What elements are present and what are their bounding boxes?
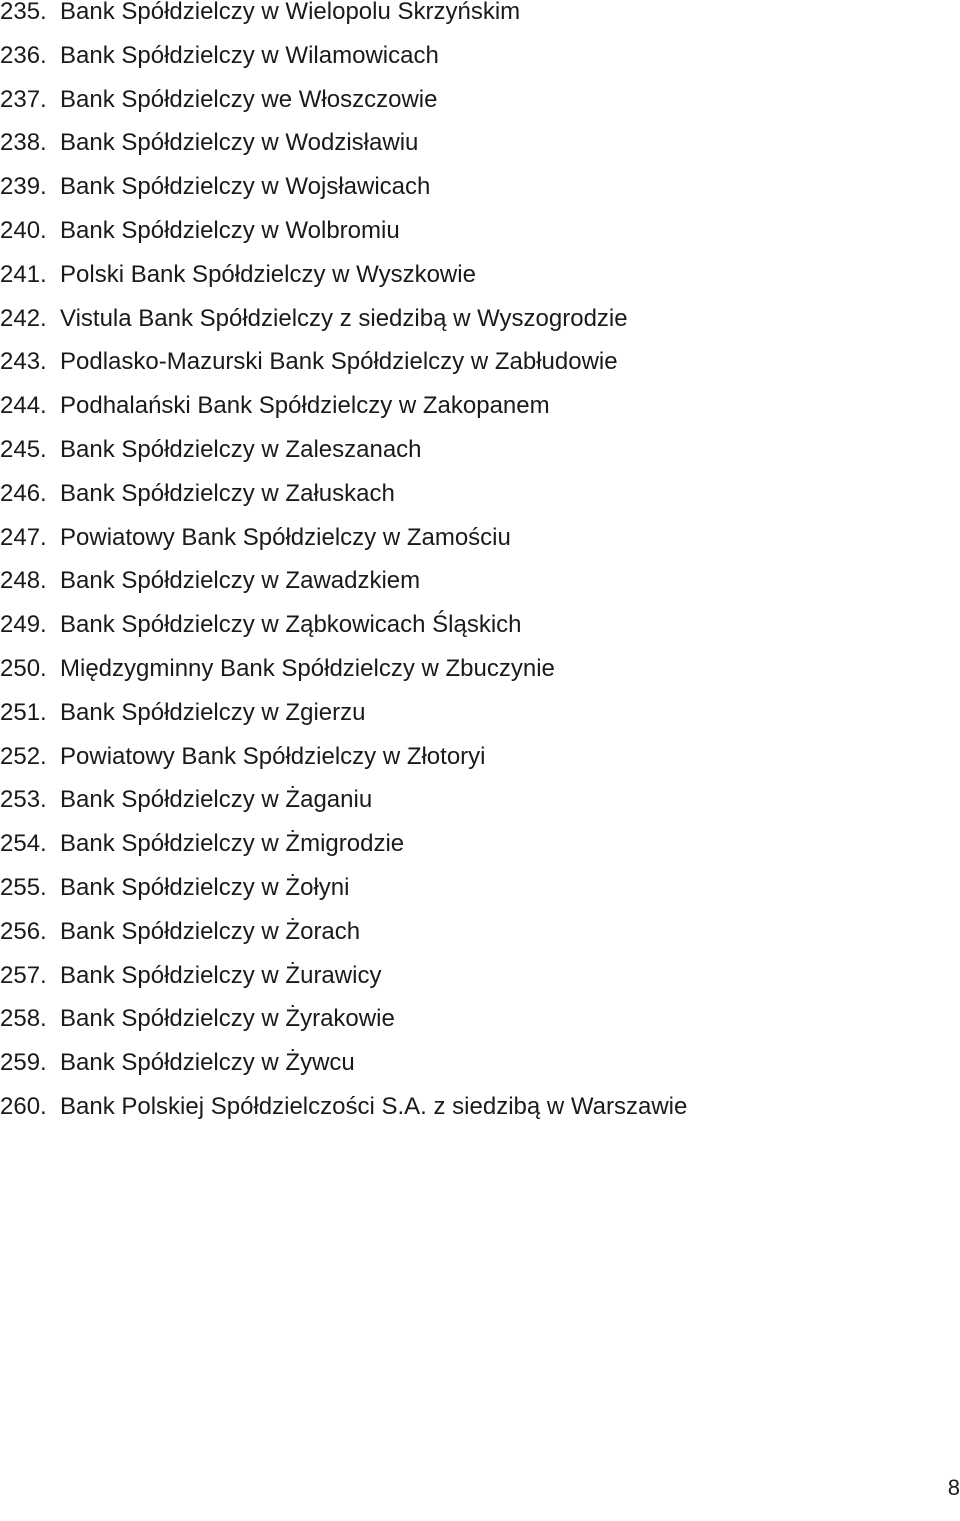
bank-name: Bank Spółdzielczy w Zgierzu xyxy=(60,698,366,726)
item-number: 238. xyxy=(0,129,47,157)
bank-name: Bank Spółdzielczy w Wilamowicach xyxy=(60,41,439,69)
list-item xyxy=(0,340,950,384)
bank-name: Podlasko-Mazurski Bank Spółdzielczy w Zabłudowie xyxy=(60,348,618,376)
bank-name: Bank Spółdzielczy w Żywcu xyxy=(60,1049,355,1077)
item-number: 260. xyxy=(0,1092,47,1120)
item-number: 251. xyxy=(0,698,47,726)
item-number: 243. xyxy=(0,348,47,376)
list-item xyxy=(0,0,950,34)
list-item xyxy=(0,910,950,954)
list-item xyxy=(0,472,950,516)
item-number: 240. xyxy=(0,216,47,244)
list-item xyxy=(0,253,950,297)
item-number: 257. xyxy=(0,961,47,989)
list-item xyxy=(0,822,950,866)
bank-name: Bank Spółdzielczy w Żołyni xyxy=(60,873,350,901)
bank-name: Podhalański Bank Spółdzielczy w Zakopanem xyxy=(60,392,550,420)
bank-name: Powiatowy Bank Spółdzielczy w Zamościu xyxy=(60,523,511,551)
bank-name: Bank Spółdzielczy w Żaganiu xyxy=(60,786,373,814)
item-number: 244. xyxy=(0,392,47,420)
bank-name: Bank Spółdzielczy w Zawadzkiem xyxy=(60,567,421,595)
item-number: 258. xyxy=(0,1005,47,1033)
list-item xyxy=(0,735,950,779)
item-number: 250. xyxy=(0,654,47,682)
list-item xyxy=(0,121,950,165)
item-number: 259. xyxy=(0,1049,47,1077)
list-item xyxy=(0,516,950,560)
list-item xyxy=(0,647,950,691)
list-item xyxy=(0,78,950,122)
bank-name: Bank Spółdzielczy w Wojsławicach xyxy=(60,173,431,201)
bank-name: Bank Spółdzielczy w Ząbkowicach Śląskich xyxy=(60,611,522,639)
list-item xyxy=(0,691,950,735)
bank-name: Międzygminny Bank Spółdzielczy w Zbuczynie xyxy=(60,654,555,682)
item-number: 239. xyxy=(0,173,47,201)
item-number: 249. xyxy=(0,611,47,639)
bank-name: Bank Spółdzielczy w Żorach xyxy=(60,917,361,945)
bank-name: Bank Spółdzielczy w Żmigrodzie xyxy=(60,830,405,858)
list-item xyxy=(0,165,950,209)
item-number: 242. xyxy=(0,304,47,332)
bank-name: Bank Spółdzielczy w Wodzisławiu xyxy=(60,129,419,157)
list-item xyxy=(0,603,950,647)
item-number: 241. xyxy=(0,260,47,288)
bank-name: Bank Spółdzielczy w Zaleszanach xyxy=(60,435,422,463)
bank-name: Bank Spółdzielczy we Włoszczowie xyxy=(60,85,438,113)
list-item xyxy=(0,428,950,472)
list-item xyxy=(0,1041,950,1085)
bank-name: Bank Spółdzielczy w Wielopolu Skrzyńskim xyxy=(60,0,521,25)
item-number: 236. xyxy=(0,41,47,69)
list-item xyxy=(0,954,950,998)
bank-name: Bank Polskiej Spółdzielczości S.A. z siedzibą w Warszawie xyxy=(60,1092,688,1120)
item-number: 255. xyxy=(0,873,47,901)
list-item xyxy=(0,997,950,1041)
item-number: 247. xyxy=(0,523,47,551)
list-item xyxy=(0,778,950,822)
item-number: 246. xyxy=(0,479,47,507)
page-number: 8 xyxy=(947,1475,960,1500)
bank-name: Bank Spółdzielczy w Załuskach xyxy=(60,479,395,507)
item-number: 237. xyxy=(0,85,47,113)
list-item xyxy=(0,559,950,603)
bank-name: Powiatowy Bank Spółdzielczy w Złotoryi xyxy=(60,742,486,770)
item-number: 245. xyxy=(0,435,47,463)
list-item xyxy=(0,34,950,78)
bank-name: Vistula Bank Spółdzielczy z siedzibą w Wyszogrodzie xyxy=(60,304,628,332)
item-number: 253. xyxy=(0,786,47,814)
item-number: 256. xyxy=(0,917,47,945)
item-number: 248. xyxy=(0,567,47,595)
bank-name: Polski Bank Spółdzielczy w Wyszkowie xyxy=(60,260,476,288)
bank-name: Bank Spółdzielczy w Żurawicy xyxy=(60,961,382,989)
list-item xyxy=(0,209,950,253)
list-item xyxy=(0,384,950,428)
item-number: 252. xyxy=(0,742,47,770)
bank-name: Bank Spółdzielczy w Żyrakowie xyxy=(60,1005,395,1033)
item-number: 254. xyxy=(0,830,47,858)
list-item xyxy=(0,297,950,341)
list-item xyxy=(0,1085,950,1129)
item-number: 235. xyxy=(0,0,47,25)
bank-name: Bank Spółdzielczy w Wolbromiu xyxy=(60,216,400,244)
list-item xyxy=(0,866,950,910)
